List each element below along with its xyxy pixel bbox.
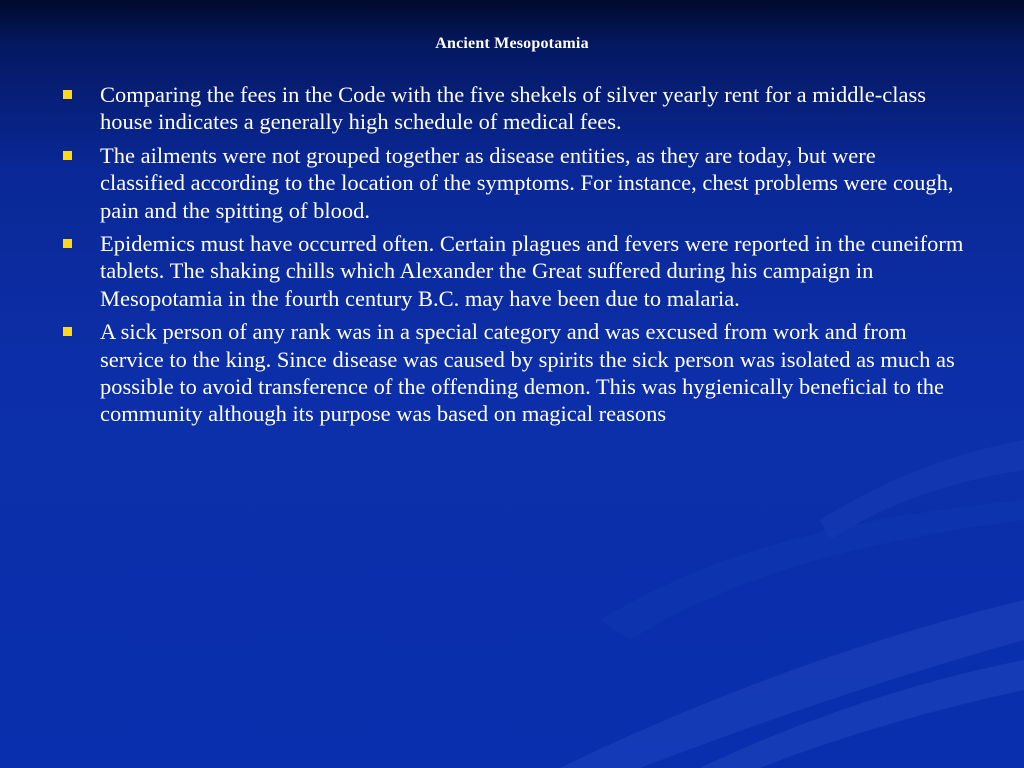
square-bullet-icon <box>63 239 72 248</box>
bullet-item <box>60 81 965 136</box>
bullet-list <box>60 81 965 434</box>
slide-title: Ancient Mesopotamia <box>435 35 589 52</box>
bullet-text: A sick person of any rank was in a special category and was excused from work and from service to the king. Since disease was caused by spirits the sick person was isolated as much as possible to avoid transference of the offending demon. This was hygienically beneficial to the community although its purpose was based on magical reasons <box>100 319 955 427</box>
bullet-text: The ailments were not grouped together as disease entities, as they are today, but were classified according to the location of the symptoms. For instance, chest problems were cough, pain and the spitting of blood. <box>100 142 954 223</box>
bullet-text: Epidemics must have occurred often. Certain plagues and fevers were reported in the cuneiform tablets. The shaking chills which Alexander the Great suffered during his campaign in Mesopotamia in the fourth century B.C. may have been due to malaria. <box>100 231 964 311</box>
bullet-item <box>60 142 965 224</box>
bullet-item <box>60 318 965 428</box>
square-bullet-icon <box>63 151 72 160</box>
bullet-item <box>60 230 965 312</box>
square-bullet-icon <box>63 90 72 99</box>
square-bullet-icon <box>63 327 72 336</box>
bullet-text: Comparing the fees in the Code with the five shekels of silver yearly rent for a middle-class house indicates a generally high schedule of medical fees. <box>100 82 927 135</box>
